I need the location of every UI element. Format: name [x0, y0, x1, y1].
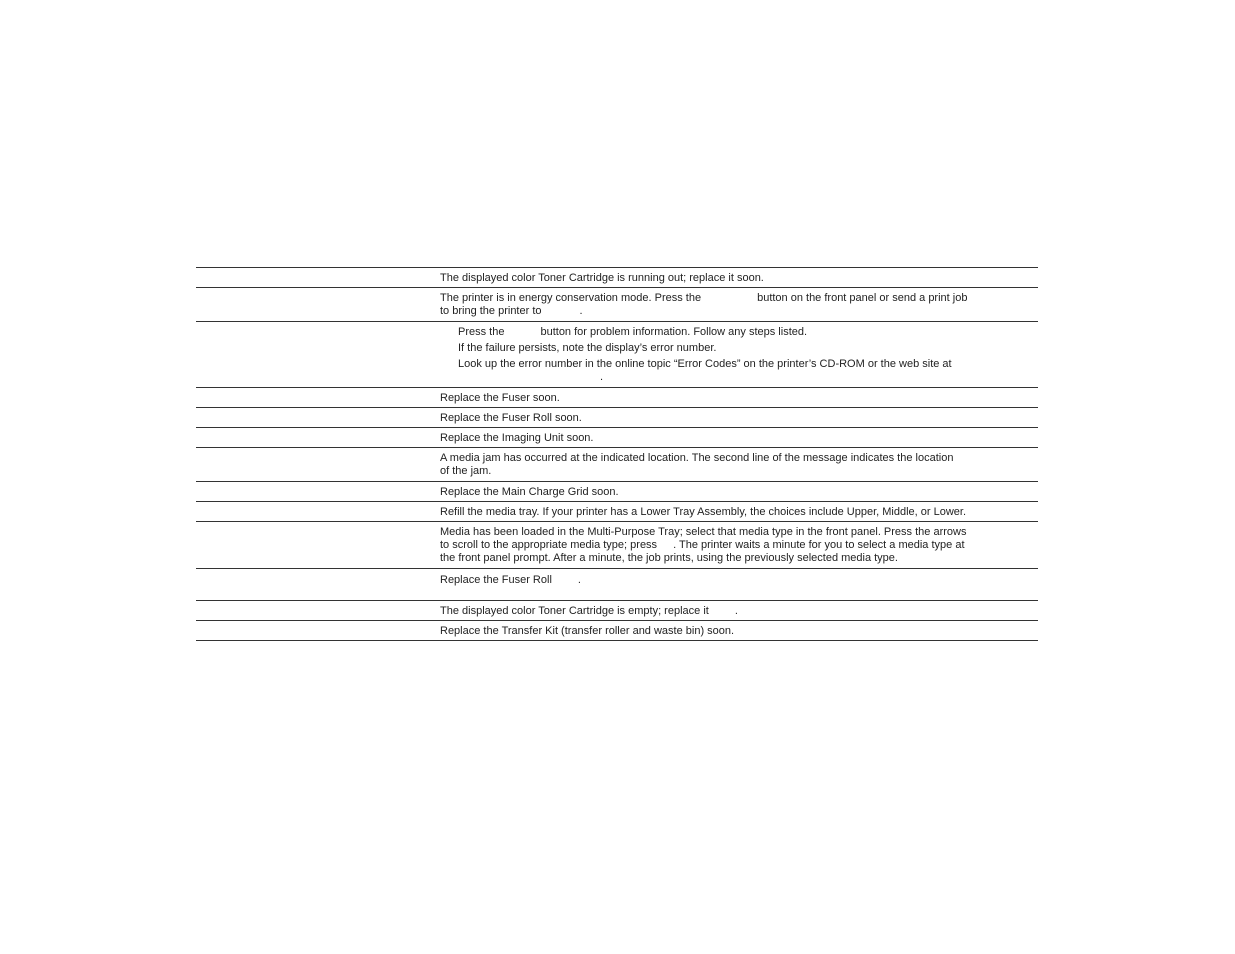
description-text: Replace the Transfer Kit (transfer roller and waste bin) soon. [440, 625, 735, 637]
description-cell [440, 272, 1030, 285]
description-text: Media has been loaded in the Multi-Purpose Tray; select that media type in the front panel. Press the arrows [440, 526, 967, 538]
description-cell [440, 605, 1030, 618]
description-cell [440, 392, 1030, 405]
description-cell [440, 292, 1030, 318]
description-cell [440, 326, 1030, 386]
description-text: The displayed color Toner Cartridge is running out; replace it soon. [440, 272, 764, 284]
table-row [196, 522, 1038, 569]
description-text: Replace the Fuser Roll [440, 574, 552, 586]
table-row [196, 621, 1038, 641]
description-cell [440, 574, 1030, 587]
table-row [196, 601, 1038, 621]
description-text: Replace the Main Charge Grid soon. [440, 486, 619, 498]
description-text: to scroll to the appropriate media type; press [440, 539, 658, 551]
description-cell [440, 412, 1030, 425]
description-text: Replace the Fuser soon. [440, 392, 560, 404]
description-text: . [734, 605, 738, 617]
description-cell [440, 452, 1030, 478]
description-cell [440, 486, 1030, 499]
description-text: button on the front panel or send a print job [757, 292, 968, 304]
table-row [196, 482, 1038, 502]
description-text: Replace the Fuser Roll soon. [440, 412, 582, 424]
step-item [458, 326, 807, 339]
table-row [196, 448, 1038, 482]
table-row [196, 268, 1038, 288]
description-text: The printer is in energy conservation mode. Press the [440, 292, 702, 304]
step-end: . [600, 371, 604, 383]
table-row [196, 408, 1038, 428]
description-text: . The printer waits a minute for you to select a media type at [673, 539, 965, 551]
description-text: to bring the printer to [440, 305, 542, 317]
description-text: A media jam has occurred at the indicated location. The second line of the message indicates the location [440, 452, 954, 464]
step-text: Press the [458, 326, 505, 338]
description-cell [440, 432, 1030, 445]
status-messages-table [196, 267, 1038, 641]
description-text: Refill the media tray. If your printer has a Lower Tray Assembly, the choices include Upper, Middle, or Lower. [440, 506, 967, 518]
description-text: . [579, 305, 583, 317]
step-item: If the failure persists, note the display’s error number. [458, 342, 717, 354]
description-text: Replace the Imaging Unit soon. [440, 432, 594, 444]
description-text: . [577, 574, 581, 586]
description-text: The displayed color Toner Cartridge is empty; replace it [440, 605, 709, 617]
description-cell [440, 506, 1030, 519]
description-text: the front panel prompt. After a minute, the job prints, using the previously selected media type. [440, 552, 898, 564]
step-text: button for problem information. Follow any steps listed. [540, 326, 808, 338]
step-item: Look up the error number in the online topic “Error Codes” on the printer’s CD-ROM or the web site at [458, 358, 952, 370]
table-row [196, 288, 1038, 322]
table-row [196, 428, 1038, 448]
description-text: of the jam. [440, 465, 492, 477]
description-cell [440, 625, 1030, 638]
table-row [196, 322, 1038, 388]
table-row [196, 388, 1038, 408]
table-row [196, 569, 1038, 601]
table-row [196, 502, 1038, 522]
description-cell [440, 526, 1030, 565]
